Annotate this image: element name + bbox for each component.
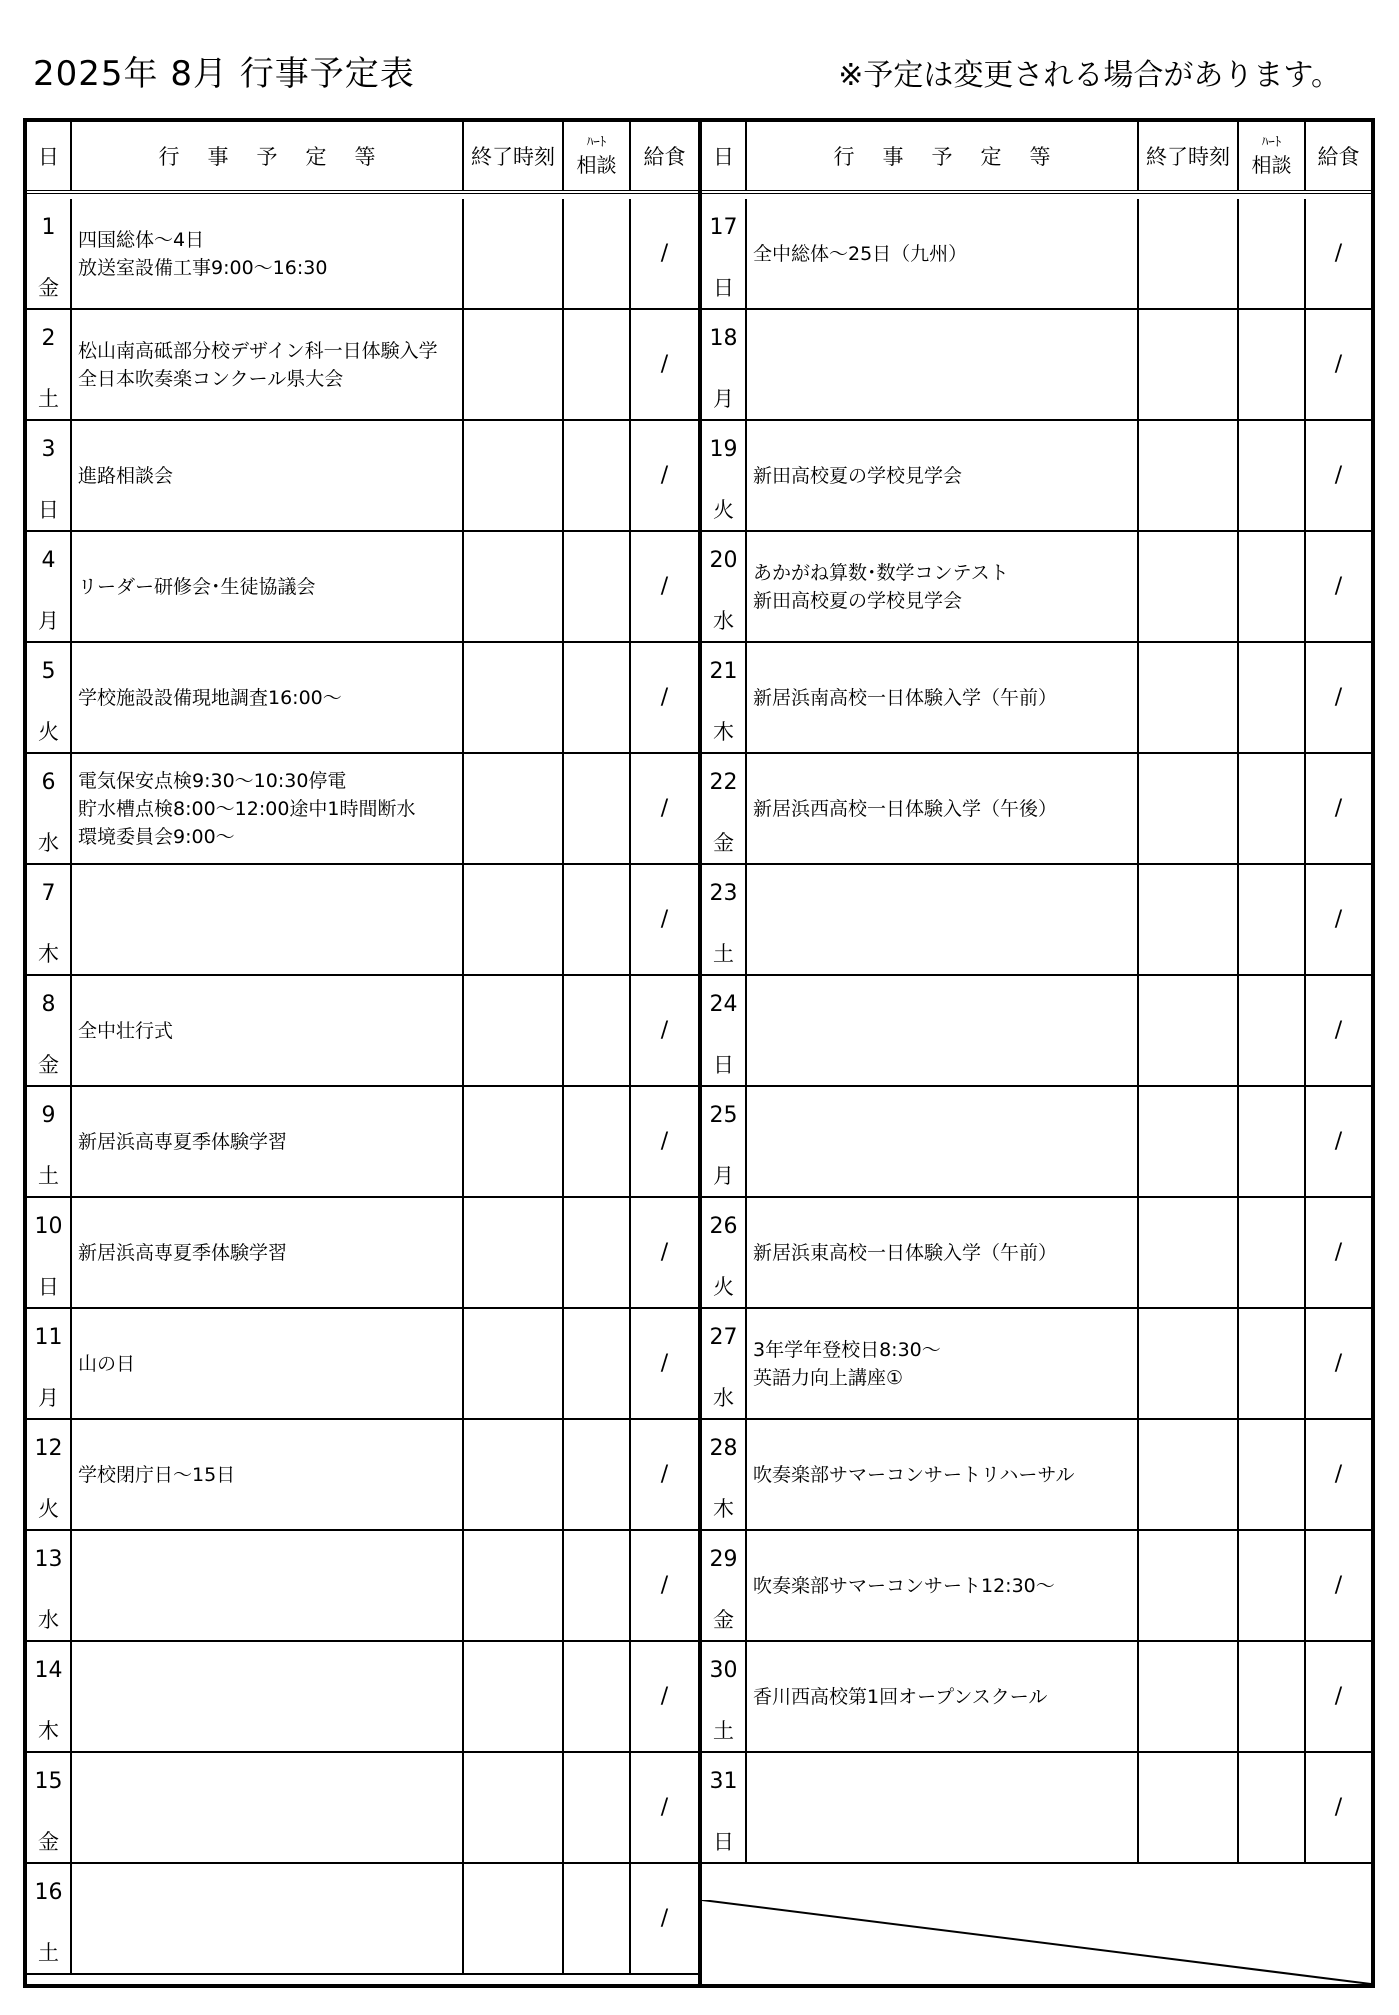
- day-number: 23: [709, 881, 738, 906]
- weekday: 木: [38, 1719, 59, 1743]
- header-end-time: 終了時刻: [464, 122, 564, 190]
- lunch-cell: /: [1334, 1129, 1343, 1154]
- day-cell: [27, 976, 72, 1085]
- events-cell: [72, 421, 464, 530]
- table-row: [27, 1420, 698, 1531]
- event-text: 新居浜高専夏季体験学習: [78, 1130, 288, 1153]
- day-cell: [27, 1864, 72, 1973]
- events-cell: [747, 1642, 1139, 1751]
- end-time-cell: [464, 865, 564, 974]
- table-row: [702, 1198, 1371, 1309]
- day-number: 22: [709, 770, 738, 795]
- heart-consult-cell: [564, 865, 631, 974]
- event-text: 放送室設備工事9:00～16:30: [78, 256, 328, 279]
- event-text: 新居浜東高校一日体験入学（午前）: [753, 1241, 1058, 1264]
- table-row: [702, 1087, 1371, 1198]
- heart-consult-cell: [564, 1864, 631, 1973]
- event-text: 新居浜高専夏季体験学習: [78, 1241, 288, 1264]
- weekday: 日: [38, 498, 59, 522]
- table-row: [702, 976, 1371, 1087]
- day-number: 3: [41, 437, 56, 462]
- end-time-cell: [1139, 1753, 1239, 1862]
- right-rows: [702, 199, 1371, 1864]
- left-half: [27, 122, 698, 1984]
- end-time-cell: [1139, 421, 1239, 530]
- heart-consult-cell: [1239, 421, 1306, 530]
- day-number: 29: [709, 1547, 738, 1572]
- page-title: 2025年 8月 行事予定表: [33, 54, 415, 94]
- weekday: 土: [38, 387, 59, 411]
- day-number: 16: [34, 1880, 63, 1905]
- day-cell: [27, 421, 72, 530]
- events-cell: [747, 421, 1139, 530]
- day-cell: [27, 754, 72, 863]
- weekday: 土: [38, 1164, 59, 1188]
- events-cell: [747, 865, 1139, 974]
- day-cell: [27, 310, 72, 419]
- table-row: [27, 1864, 698, 1975]
- day-cell: [702, 1642, 747, 1751]
- table-row: [27, 532, 698, 643]
- events-cell: [72, 1309, 464, 1418]
- weekday: 金: [38, 1053, 59, 1077]
- weekday: 金: [713, 1608, 734, 1632]
- events-cell: [72, 1864, 464, 1973]
- day-number: 1: [41, 215, 56, 240]
- events-cell: [72, 310, 464, 419]
- event-text: 学校閉庁日～15日: [78, 1463, 236, 1486]
- lunch-cell: /: [660, 1573, 669, 1598]
- day-cell: [27, 1198, 72, 1307]
- weekday: 火: [38, 1497, 59, 1521]
- heart-consult-cell: [1239, 643, 1306, 752]
- table-row: [27, 1087, 698, 1198]
- header-heart-consult: ﾊｰﾄ 相談: [1239, 122, 1306, 190]
- table-row: [27, 754, 698, 865]
- day-cell: [702, 754, 747, 863]
- end-time-cell: [1139, 754, 1239, 863]
- events-cell: [72, 199, 464, 308]
- day-number: 8: [41, 992, 56, 1017]
- day-number: 10: [34, 1214, 63, 1239]
- day-number: 6: [41, 770, 56, 795]
- events-cell: [72, 643, 464, 752]
- end-time-cell: [1139, 199, 1239, 308]
- heart-consult-cell: [1239, 199, 1306, 308]
- day-number: 24: [709, 992, 738, 1017]
- lunch-cell: /: [660, 1018, 669, 1043]
- header-events: 行 事 予 定 等: [72, 122, 464, 190]
- events-cell: [72, 1531, 464, 1640]
- table-row: [702, 310, 1371, 421]
- lunch-cell: /: [1334, 907, 1343, 932]
- event-text: 新田高校夏の学校見学会: [753, 464, 963, 487]
- table-row: [27, 1198, 698, 1309]
- end-time-cell: [1139, 1531, 1239, 1640]
- end-time-cell: [464, 1309, 564, 1418]
- lunch-cell: /: [1334, 1462, 1343, 1487]
- end-time-cell: [1139, 1420, 1239, 1529]
- end-time-cell: [1139, 643, 1239, 752]
- weekday: 水: [38, 831, 59, 855]
- lunch-cell: /: [1334, 574, 1343, 599]
- weekday: 水: [713, 1386, 734, 1410]
- heart-consult-cell: [1239, 310, 1306, 419]
- header-lunch: 給食: [643, 145, 686, 169]
- day-cell: [27, 532, 72, 641]
- weekday: 土: [713, 1719, 734, 1743]
- table-row: [27, 643, 698, 754]
- end-time-cell: [464, 643, 564, 752]
- lunch-cell: /: [660, 796, 669, 821]
- lunch-cell: /: [660, 1129, 669, 1154]
- heart-consult-cell: [564, 310, 631, 419]
- table-row: [702, 754, 1371, 865]
- lunch-cell: /: [660, 1462, 669, 1487]
- weekday: 月: [713, 387, 734, 411]
- end-time-cell: [1139, 1642, 1239, 1751]
- heart-consult-cell: [564, 1198, 631, 1307]
- day-cell: [27, 199, 72, 308]
- weekday: 木: [713, 720, 734, 744]
- event-text: 貯水槽点検8:00～12:00途中1時間断水: [78, 797, 416, 820]
- weekday: 日: [713, 276, 734, 300]
- weekday: 木: [38, 942, 59, 966]
- heart-consult-cell: [564, 976, 631, 1085]
- lunch-cell: /: [1334, 1795, 1343, 1820]
- end-time-cell: [464, 754, 564, 863]
- events-cell: [747, 1753, 1139, 1862]
- table-row: [702, 1642, 1371, 1753]
- end-time-cell: [464, 421, 564, 530]
- table-row: [702, 865, 1371, 976]
- day-number: 25: [709, 1103, 738, 1128]
- table-row: [27, 865, 698, 976]
- lunch-cell: /: [660, 1240, 669, 1265]
- events-cell: [72, 1087, 464, 1196]
- heart-consult-cell: [564, 1531, 631, 1640]
- heart-consult-cell: [1239, 1642, 1306, 1751]
- right-half: [702, 122, 1371, 1984]
- lunch-cell: /: [660, 1906, 669, 1931]
- header-lunch: 給食: [1317, 145, 1360, 169]
- event-text: 新居浜南高校一日体験入学（午前）: [753, 686, 1058, 709]
- end-time-cell: [464, 1753, 564, 1862]
- end-time-cell: [1139, 1198, 1239, 1307]
- table-row: [27, 421, 698, 532]
- day-cell: [702, 421, 747, 530]
- day-number: 30: [709, 1658, 738, 1683]
- header-day: 日: [27, 122, 72, 190]
- weekday: 火: [713, 1275, 734, 1299]
- lunch-cell: /: [660, 463, 669, 488]
- table-row: [27, 199, 698, 310]
- day-number: 13: [34, 1547, 63, 1572]
- event-text: 全日本吹奏楽コンクール県大会: [78, 367, 344, 390]
- events-cell: [72, 976, 464, 1085]
- heart-consult-cell: [564, 1420, 631, 1529]
- day-cell: [702, 865, 747, 974]
- event-text: 環境委員会9:00～: [78, 825, 235, 848]
- heart-consult-cell: [1239, 1198, 1306, 1307]
- events-cell: [747, 754, 1139, 863]
- event-text: 学校施設設備現地調査16:00～: [78, 686, 342, 709]
- header-heart-consult: ﾊｰﾄ 相談: [564, 122, 631, 190]
- heart-consult-cell: [564, 643, 631, 752]
- events-cell: [747, 1198, 1139, 1307]
- events-cell: [747, 1420, 1139, 1529]
- lunch-cell: /: [660, 907, 669, 932]
- day-cell: [702, 532, 747, 641]
- events-cell: [72, 865, 464, 974]
- table-row: [702, 199, 1371, 310]
- day-number: 7: [41, 881, 56, 906]
- day-number: 11: [34, 1325, 63, 1350]
- events-cell: [72, 1198, 464, 1307]
- weekday: 月: [38, 609, 59, 633]
- end-time-cell: [464, 976, 564, 1085]
- event-text: 英語力向上講座①: [753, 1366, 904, 1389]
- day-number: 28: [709, 1436, 738, 1461]
- schedule-table: [23, 118, 1375, 1988]
- day-number: 19: [709, 437, 738, 462]
- heart-consult-cell: [564, 1642, 631, 1751]
- event-text: 松山南高砥部分校デザイン科一日体験入学: [78, 339, 438, 362]
- weekday: 火: [713, 498, 734, 522]
- weekday: 水: [38, 1608, 59, 1632]
- heart-consult-cell: [1239, 1531, 1306, 1640]
- event-text: 新居浜西高校一日体験入学（午後）: [753, 797, 1058, 820]
- end-time-cell: [464, 310, 564, 419]
- weekday: 金: [38, 276, 59, 300]
- events-cell: [747, 1087, 1139, 1196]
- header-day: 日: [702, 122, 747, 190]
- events-cell: [747, 1531, 1139, 1640]
- heart-consult-cell: [564, 421, 631, 530]
- heart-consult-cell: [564, 532, 631, 641]
- events-cell: [72, 1753, 464, 1862]
- day-number: 12: [34, 1436, 63, 1461]
- day-number: 26: [709, 1214, 738, 1239]
- lunch-cell: /: [1334, 1573, 1343, 1598]
- heart-consult-cell: [1239, 1753, 1306, 1862]
- events-cell: [747, 199, 1139, 308]
- day-cell: [702, 976, 747, 1085]
- left-rows: [27, 199, 698, 1975]
- heart-consult-cell: [564, 199, 631, 308]
- heart-consult-cell: [1239, 754, 1306, 863]
- lunch-cell: /: [660, 685, 669, 710]
- lunch-cell: /: [660, 1684, 669, 1709]
- end-time-cell: [1139, 976, 1239, 1085]
- day-number: 14: [34, 1658, 63, 1683]
- empty-cell-diagonal: [702, 1900, 1371, 1984]
- day-cell: [702, 1309, 747, 1418]
- end-time-cell: [464, 532, 564, 641]
- event-text: 全中総体～25日（九州）: [753, 242, 968, 265]
- weekday: 月: [38, 1386, 59, 1410]
- day-cell: [702, 1198, 747, 1307]
- day-number: 5: [41, 659, 56, 684]
- weekday: 土: [38, 1941, 59, 1965]
- day-cell: [702, 199, 747, 308]
- day-number: 21: [709, 659, 738, 684]
- heart-consult-cell: [1239, 1087, 1306, 1196]
- lunch-cell: /: [660, 352, 669, 377]
- day-cell: [702, 1531, 747, 1640]
- heart-consult-cell: [564, 1753, 631, 1862]
- end-time-cell: [1139, 310, 1239, 419]
- events-cell: [72, 1420, 464, 1529]
- change-notice: ※予定は変更される場合があります。: [838, 58, 1341, 93]
- event-text: 3年学年登校日8:30～: [753, 1338, 941, 1361]
- lunch-cell: /: [1334, 1240, 1343, 1265]
- weekday: 木: [713, 1497, 734, 1521]
- day-cell: [27, 1309, 72, 1418]
- lunch-cell: /: [660, 1795, 669, 1820]
- day-number: 20: [709, 548, 738, 573]
- end-time-cell: [464, 1531, 564, 1640]
- end-time-cell: [464, 1642, 564, 1751]
- events-cell: [72, 532, 464, 641]
- event-text: あかがね算数･数学コンテスト: [753, 561, 1009, 584]
- events-cell: [747, 1309, 1139, 1418]
- end-time-cell: [464, 1420, 564, 1529]
- day-cell: [27, 1642, 72, 1751]
- events-cell: [747, 643, 1139, 752]
- day-cell: [27, 643, 72, 752]
- header-events: 行 事 予 定 等: [747, 122, 1139, 190]
- heart-consult-cell: [564, 1309, 631, 1418]
- table-row: [702, 532, 1371, 643]
- header-end-time: 終了時刻: [1139, 122, 1239, 190]
- weekday: 火: [38, 720, 59, 744]
- events-cell: [747, 532, 1139, 641]
- day-number: 9: [41, 1103, 56, 1128]
- end-time-cell: [1139, 1309, 1239, 1418]
- weekday: 日: [713, 1830, 734, 1854]
- day-cell: [702, 310, 747, 419]
- table-row: [27, 976, 698, 1087]
- event-text: 香川西高校第1回オープンスクール: [753, 1685, 1048, 1708]
- day-number: 15: [34, 1769, 63, 1794]
- heart-consult-cell: [1239, 865, 1306, 974]
- day-cell: [702, 1420, 747, 1529]
- table-row: [27, 1309, 698, 1420]
- day-cell: [702, 1087, 747, 1196]
- day-number: 31: [709, 1769, 738, 1794]
- event-text: 進路相談会: [78, 464, 174, 487]
- table-header: [27, 122, 698, 194]
- lunch-cell: /: [660, 241, 669, 266]
- day-cell: [27, 1531, 72, 1640]
- end-time-cell: [464, 199, 564, 308]
- weekday: 土: [713, 942, 734, 966]
- day-number: 18: [709, 326, 738, 351]
- end-time-cell: [1139, 532, 1239, 641]
- lunch-cell: /: [660, 1351, 669, 1376]
- event-text: 四国総体～4日: [78, 228, 205, 251]
- lunch-cell: /: [1334, 463, 1343, 488]
- lunch-cell: /: [1334, 1018, 1343, 1043]
- day-cell: [27, 1753, 72, 1862]
- weekday: 水: [713, 609, 734, 633]
- lunch-cell: /: [1334, 796, 1343, 821]
- heart-consult-cell: [1239, 976, 1306, 1085]
- table-header: [702, 122, 1371, 194]
- table-row: [702, 1531, 1371, 1642]
- day-number: 2: [41, 326, 56, 351]
- event-text: 山の日: [78, 1352, 136, 1375]
- day-cell: [702, 643, 747, 752]
- weekday: 金: [713, 831, 734, 855]
- event-text: 全中壮行式: [78, 1019, 174, 1042]
- event-text: リーダー研修会･生徒協議会: [78, 575, 316, 598]
- table-row: [702, 1420, 1371, 1531]
- weekday: 月: [713, 1164, 734, 1188]
- table-row: [702, 1753, 1371, 1864]
- day-cell: [702, 1753, 747, 1862]
- events-cell: [72, 1642, 464, 1751]
- heart-consult-cell: [564, 1087, 631, 1196]
- table-row: [702, 643, 1371, 754]
- day-cell: [27, 865, 72, 974]
- lunch-cell: /: [660, 574, 669, 599]
- lunch-cell: /: [1334, 241, 1343, 266]
- event-text: 新田高校夏の学校見学会: [753, 589, 963, 612]
- end-time-cell: [1139, 1087, 1239, 1196]
- events-cell: [747, 976, 1139, 1085]
- heart-consult-cell: [1239, 532, 1306, 641]
- end-time-cell: [1139, 865, 1239, 974]
- weekday: 金: [38, 1830, 59, 1854]
- end-time-cell: [464, 1087, 564, 1196]
- weekday: 日: [38, 1275, 59, 1299]
- day-cell: [27, 1420, 72, 1529]
- end-time-cell: [464, 1864, 564, 1973]
- lunch-cell: /: [1334, 352, 1343, 377]
- event-text: 吹奏楽部サマーコンサート12:30～: [753, 1574, 1055, 1597]
- end-time-cell: [464, 1198, 564, 1307]
- events-cell: [747, 310, 1139, 419]
- table-row: [27, 1642, 698, 1753]
- day-number: 4: [41, 548, 56, 573]
- heart-consult-cell: [564, 754, 631, 863]
- events-cell: [72, 754, 464, 863]
- table-row: [702, 421, 1371, 532]
- weekday: 日: [713, 1053, 734, 1077]
- table-row: [27, 1753, 698, 1864]
- lunch-cell: /: [1334, 1351, 1343, 1376]
- heart-consult-cell: [1239, 1309, 1306, 1418]
- event-text: 吹奏楽部サマーコンサートリハーサル: [753, 1463, 1075, 1486]
- day-number: 27: [709, 1325, 738, 1350]
- heart-consult-cell: [1239, 1420, 1306, 1529]
- lunch-cell: /: [1334, 1684, 1343, 1709]
- lunch-cell: /: [1334, 685, 1343, 710]
- event-text: 電気保安点検9:30～10:30停電: [78, 769, 347, 792]
- table-row: [702, 1309, 1371, 1420]
- table-row: [27, 310, 698, 421]
- day-number: 17: [709, 215, 738, 240]
- day-cell: [27, 1087, 72, 1196]
- table-row: [27, 1531, 698, 1642]
